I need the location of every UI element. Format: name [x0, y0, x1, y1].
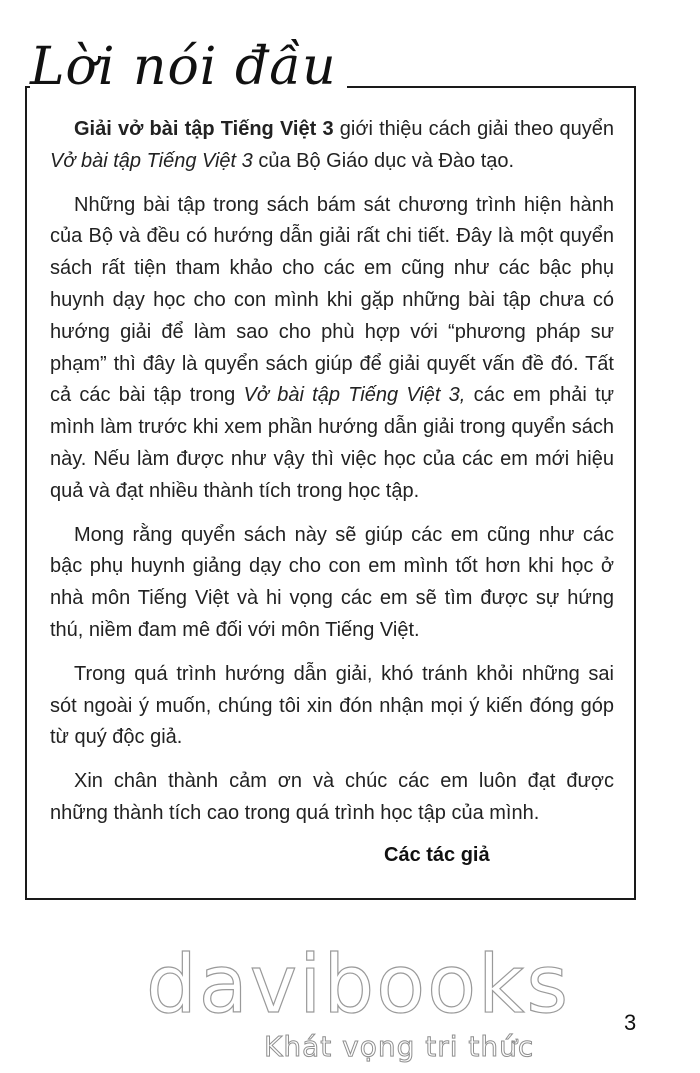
page-number: 3: [624, 1010, 637, 1035]
book-title-bold: Giải vở bài tập Tiếng Việt 3: [74, 118, 334, 140]
page-title: Lời nói đầu: [30, 38, 347, 96]
paragraph-4: Trong quá trình hướng dẫn giải, khó tránh khỏi những sai sót ngoài ý muốn, chúng tôi xin đón nhận mọi ý kiến đóng góp từ quý độc giả.: [50, 662, 614, 749]
paragraph-1: Giải vở bài tập Tiếng Việt 3 giới thiệu cách giải theo quyển Vở bài tập Tiếng Việt 3 của Bộ Giáo dục và Đào tạo.: [50, 118, 614, 172]
book-title-italic: Vở bài tập Tiếng Việt 3,: [243, 384, 466, 407]
paragraph-5: Xin chân thành cảm ơn và chúc các em luôn đạt được những thành tích cao trong quá trình học tập của mình.: [50, 770, 614, 824]
preface-body: [50, 114, 614, 842]
paragraph-2: Những bài tập trong sách bám sát chương trình hiện hành của Bộ và đều có hướng dẫn giải rất chi tiết. Đây là một quyển sách rất tiện tham khảo cho các em cũng như các bậc phụ huynh dạy học cho con mình khi gặp những bài tập chưa có hướng giải để làm sao cho phù hợp với “phương pháp sư phạm” thì đây là quyển sách giúp để giải quyết vấn đề đó. Tất cả các bài tập trong Vở bài tập Tiếng Việt 3, các em phải tự mình làm trước khi xem phần hướng dẫn giải trong quyển sách này. Nếu làm được như vậy thì việc học của các em mới hiệu quả và đạt nhiều thành tích trong học tập.: [50, 193, 615, 502]
signature: Các tác giả: [384, 844, 490, 866]
watermark-tagline: Khát vọng tri thức: [264, 1030, 535, 1063]
book-title-italic: Vở bài tập Tiếng Việt 3: [50, 149, 253, 172]
paragraph-3: Mong rằng quyển sách này sẽ giúp các em cũng như các bậc phụ huynh giảng dạy cho con em mình tốt hơn khi học ở nhà môn Tiếng Việt và hi vọng các em sẽ tìm được sự hứng thú, niềm đam mê đối với môn Tiếng Việt.: [50, 523, 614, 641]
watermark-logo: davibooks: [146, 938, 571, 1031]
